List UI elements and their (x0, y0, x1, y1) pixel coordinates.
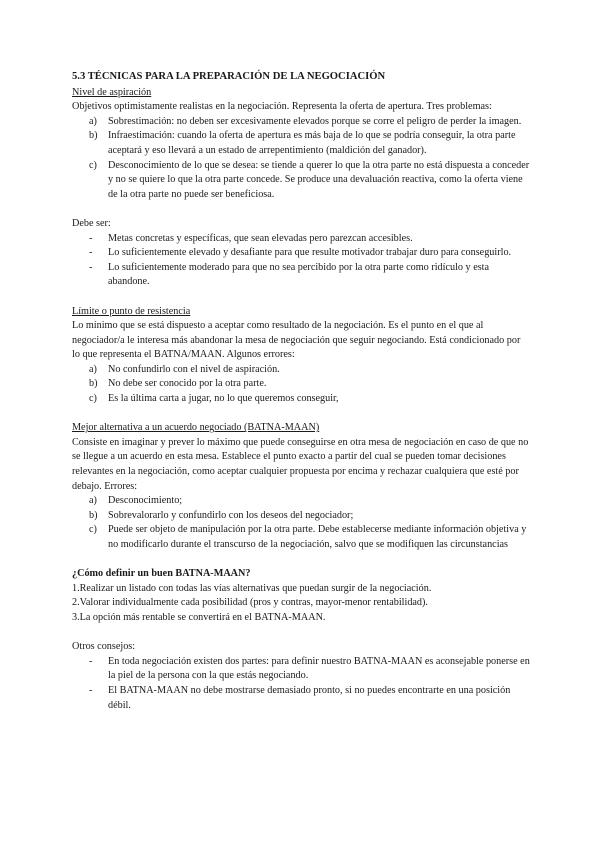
list-item-text: Desconocimiento de lo que se desea: se tiende a querer lo que la otra parte no está dispuesta a conceder y no se quiere lo que la otra parte concede. Se produce una devaluación reactiva, como la oferta viene de la otra parte no puede ser beneficiosa. (108, 159, 530, 200)
list-item (72, 392, 530, 407)
list-marker: c) (89, 393, 97, 405)
list-item-text: Puede ser objeto de manipulación por la otra parte. Debe establecerse mediante información objetiva y no modificarlo durante el transcurso de la negociación, salvo que se modifiquen las circunstancias (108, 524, 527, 550)
list-item-text: Sobrevalorarlo y confundirlo con los deseos del negociador; (108, 509, 354, 521)
list-item-text: Desconocimiento; (108, 495, 183, 507)
list-item-text: No confundirlo con el nivel de aspiración. (108, 363, 280, 375)
list-marker: b) (89, 130, 98, 142)
list-item (72, 655, 530, 684)
limite-intro: Lo mínimo que se está dispuesto a aceptar como resultado de la negociación. Es el punto en el que al negociador/a le interesa más abandonar la mesa de negociación que seguir negociando. Está condicionado por lo que representa el BATNA/MAAN. Algunos errores: (72, 320, 521, 361)
limite-heading: Límite o punto de resistencia (72, 305, 191, 317)
como-heading: ¿Cómo definir un buen BATNA-MAAN? (72, 568, 251, 580)
list-item (72, 509, 530, 524)
list-marker: - (89, 247, 93, 259)
list-marker: - (89, 232, 93, 244)
consejos-list (72, 655, 530, 713)
list-marker: a) (89, 363, 97, 375)
list-item-text: Infraestimación: cuando la oferta de apertura es más baja de lo que se podría conseguir, la otra parte aceptará y eso llevará a un estado de arrepentimiento (maldición del ganador). (108, 130, 516, 156)
section-title: 5.3 TÉCNICAS PARA LA PREPARACIÓN DE LA NEGOCIACIÓN (72, 71, 386, 82)
list-item (72, 246, 530, 261)
list-marker: c) (89, 524, 97, 536)
list-item-text: Lo suficientemente elevado y desafiante para que resulte motivador trabajar duro para conseguirlo. (108, 247, 512, 259)
list-item (72, 129, 530, 158)
list-item-text: Sobrestimación: no deben ser excesivamente elevados porque se corre el peligro de perder la imagen. (108, 115, 522, 127)
list-marker: b) (89, 509, 98, 521)
list-item (72, 232, 530, 247)
list-item-text: El BATNA-MAAN no debe mostrarse demasiado pronto, si no puedes encontrarte en una posición débil. (108, 684, 511, 711)
list-item (72, 159, 530, 203)
list-item-text: Es la última carta a jugar, no lo que queremos conseguir, (108, 393, 339, 405)
debe-ser-list (72, 232, 530, 290)
list-item (72, 494, 530, 509)
list-item (72, 363, 530, 378)
list-item (72, 377, 530, 392)
list-item-text: Lo suficientemente moderado para que no sea percibido por la otra parte como ridículo y esta abandone. (108, 261, 490, 288)
list-marker: a) (89, 115, 97, 127)
list-marker: - (89, 655, 93, 667)
como-step: 3.La opción más rentable se convertirá en el BATNA-MAAN. (72, 611, 326, 623)
list-item (72, 261, 530, 290)
consejos-label: Otros consejos: (72, 641, 136, 653)
list-item-text: Metas concretas y específicas, que sean elevadas pero parezcan accesibles. (108, 232, 413, 244)
como-step: 2.Valorar individualmente cada posibilidad (pros y contras, mayor-menor rentabilidad). (72, 597, 428, 609)
spacer (72, 626, 530, 641)
list-item (72, 115, 530, 130)
spacer (72, 407, 530, 422)
aspiracion-list (72, 115, 530, 203)
list-marker: c) (89, 159, 97, 171)
limite-list (72, 363, 530, 407)
aspiracion-intro: Objetivos optimistamente realistas en la negociación. Representa la oferta de apertura. Tres problemas: (72, 101, 492, 113)
batna-heading: Mejor alternativa a un acuerdo negociado (BATNA-MAAN) (72, 422, 320, 434)
list-marker: b) (89, 378, 98, 390)
document-page (72, 70, 530, 713)
list-item (72, 523, 530, 552)
batna-list (72, 494, 530, 552)
debe-ser-label: Debe ser: (72, 217, 111, 229)
spacer (72, 290, 530, 305)
list-item-text: No debe ser conocido por la otra parte. (108, 378, 267, 390)
spacer (72, 553, 530, 568)
como-step: 1.Realizar un listado con todas las vías alternativas que puedan surgir de la negociación. (72, 582, 432, 594)
list-item-text: En toda negociación existen dos partes: para definir nuestro BATNA-MAAN es aconsejable ponerse en la piel de la persona con la que estás negociando. (108, 655, 530, 682)
aspiracion-heading: Nivel de aspiración (72, 86, 152, 98)
batna-intro: Consiste en imaginar y prever lo máximo que puede conseguirse en otra mesa de negociación en caso de que no se llegue a un acuerdo en esta mesa. Establece el punto exacto a partir del cual se pueden tomar decisiones relevantes en la negociación, como aceptar cualquier propuesta por encima y rechazar cualquiera que esté por debajo. Errores: (72, 436, 529, 492)
list-item (72, 684, 530, 713)
list-marker: - (89, 684, 93, 696)
spacer (72, 202, 530, 217)
list-marker: a) (89, 495, 97, 507)
list-marker: - (89, 261, 93, 273)
